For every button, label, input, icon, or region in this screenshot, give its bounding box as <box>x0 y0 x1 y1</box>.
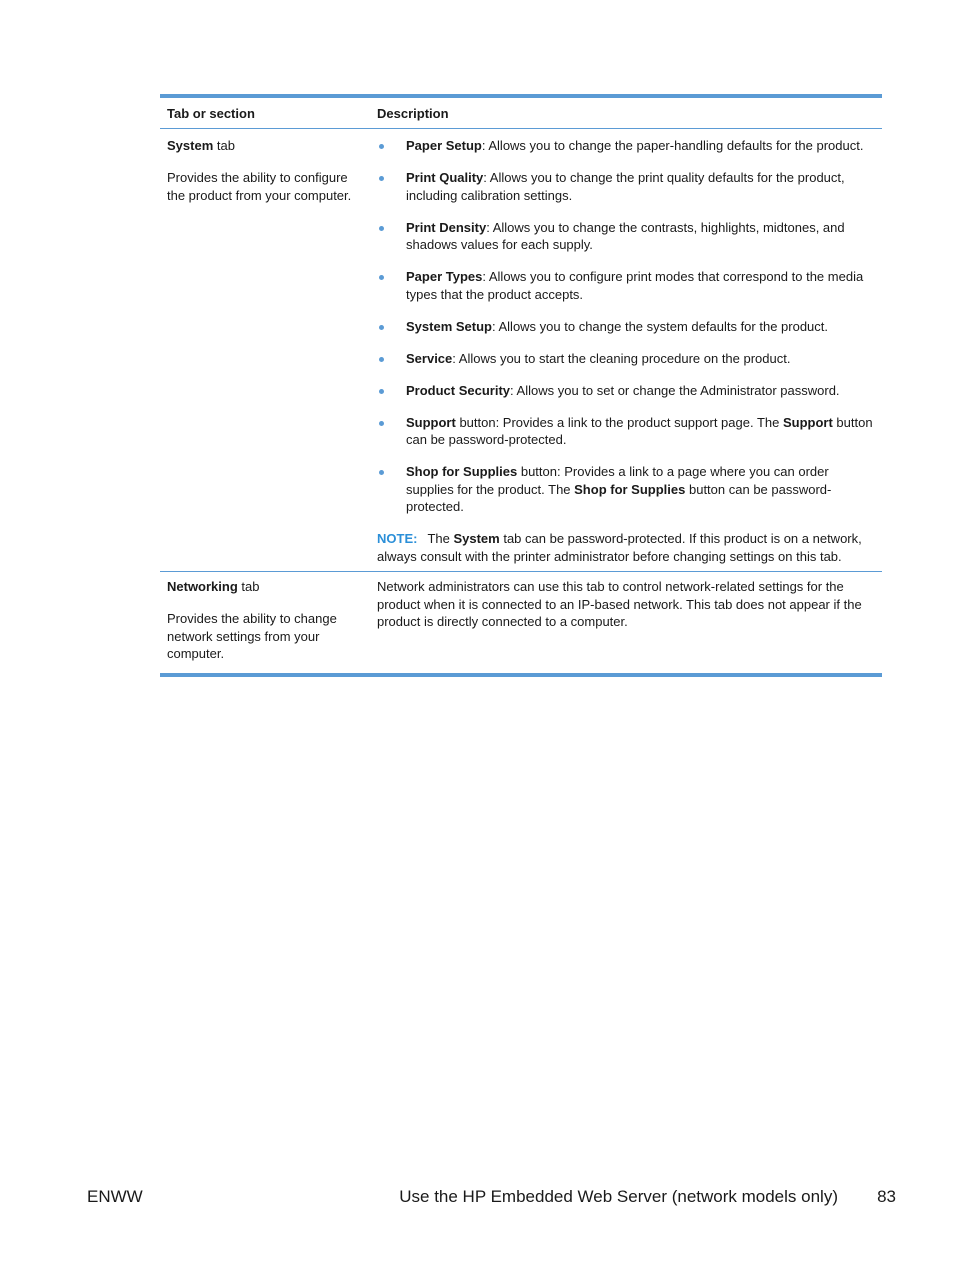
item-text: : Allows you to change the system defaults for the product. <box>491 318 829 334</box>
item-term: Support <box>782 414 833 430</box>
item-term: Shop for Supplies <box>406 464 518 479</box>
item-term: Support <box>406 414 456 430</box>
item-text: : Allows you to change the contrasts, highlights, midtones, and shadows values for each supply. <box>406 219 845 252</box>
system-tab-title <box>167 137 369 155</box>
header-tab-or-section: Tab or section <box>167 105 255 121</box>
bullet-icon <box>379 144 384 149</box>
item-term: Print Quality <box>406 170 484 185</box>
item-text: : Allows you to set or change the Administrator password. <box>510 382 840 398</box>
list-item <box>377 268 874 303</box>
list-item <box>377 414 874 449</box>
list-item <box>377 350 874 368</box>
networking-tab-cell <box>160 578 369 663</box>
list-item <box>377 169 874 204</box>
networking-description-cell <box>369 578 882 663</box>
system-note <box>377 530 874 565</box>
note-text: tab can be password-protected. If this product is on a network, always consult with the printer administrator before changing settings on this tab. <box>377 531 862 564</box>
networking-tab-title <box>167 578 369 596</box>
item-text: button: Provides a link to the product support page. The <box>455 414 783 430</box>
list-item <box>377 137 874 155</box>
note-label: NOTE: <box>377 531 418 546</box>
footer-chapter-title: Use the HP Embedded Web Server (network models only) <box>399 1187 838 1206</box>
bullet-icon <box>379 357 384 362</box>
item-term: Print Density <box>406 219 487 235</box>
list-item <box>377 382 874 400</box>
system-tab-suffix: tab <box>213 138 235 153</box>
item-text: button can be password-protected. <box>406 481 832 514</box>
page-footer <box>0 1187 954 1211</box>
bullet-icon <box>379 470 384 475</box>
page-number: 83 <box>877 1187 896 1206</box>
item-term: Paper Types <box>406 269 483 284</box>
system-tab-cell <box>160 137 369 565</box>
header-description: Description <box>377 105 449 121</box>
item-term: Product Security <box>406 382 511 398</box>
item-text: : Allows you to change the paper-handling defaults for the product. <box>481 138 864 153</box>
note-text: The <box>427 531 454 546</box>
bullet-icon <box>379 275 384 280</box>
system-description-cell <box>369 137 882 565</box>
bullet-icon <box>379 176 384 181</box>
item-text: : Allows you to start the cleaning procedure on the product. <box>452 350 791 366</box>
table-row-networking <box>160 572 882 673</box>
system-tab-description: Provides the ability to configure the product from your computer. <box>167 170 352 203</box>
system-feature-list <box>377 137 874 516</box>
list-item <box>377 318 874 336</box>
item-text: : Allows you to change the print quality defaults for the product, including calibration settings. <box>406 170 845 203</box>
system-tab-name: System <box>167 138 214 153</box>
networking-tab-name: Networking <box>167 579 238 594</box>
bullet-icon <box>379 226 384 231</box>
settings-table <box>160 94 882 677</box>
note-term: System <box>453 531 500 546</box>
table-bottom-rule <box>160 673 882 677</box>
networking-details: Network administrators can use this tab to control network-related settings for the product when it is connected to an IP-based network. This tab does not appear if the product is directly connected to a computer. <box>377 579 862 629</box>
bullet-icon <box>379 325 384 330</box>
bullet-icon <box>379 421 384 426</box>
footer-left: ENWW <box>87 1187 143 1206</box>
item-term: Shop for Supplies <box>574 481 686 497</box>
table-header-row <box>160 98 882 129</box>
item-text: : Allows you to configure print modes that correspond to the media types that the product accepts. <box>406 269 864 302</box>
item-text: button can be password-protected. <box>406 414 873 447</box>
list-item <box>377 463 874 516</box>
item-term: Service <box>406 350 453 366</box>
bullet-icon <box>379 389 384 394</box>
item-term: System Setup <box>406 318 492 334</box>
list-item <box>377 219 874 254</box>
item-term: Paper Setup <box>406 138 482 153</box>
networking-tab-suffix: tab <box>237 579 260 594</box>
item-text: button: Provides a link to a page where you can order supplies for the product. The <box>406 464 829 497</box>
networking-tab-description: Provides the ability to change network settings from your computer. <box>167 611 337 661</box>
table-row-system <box>160 129 882 572</box>
